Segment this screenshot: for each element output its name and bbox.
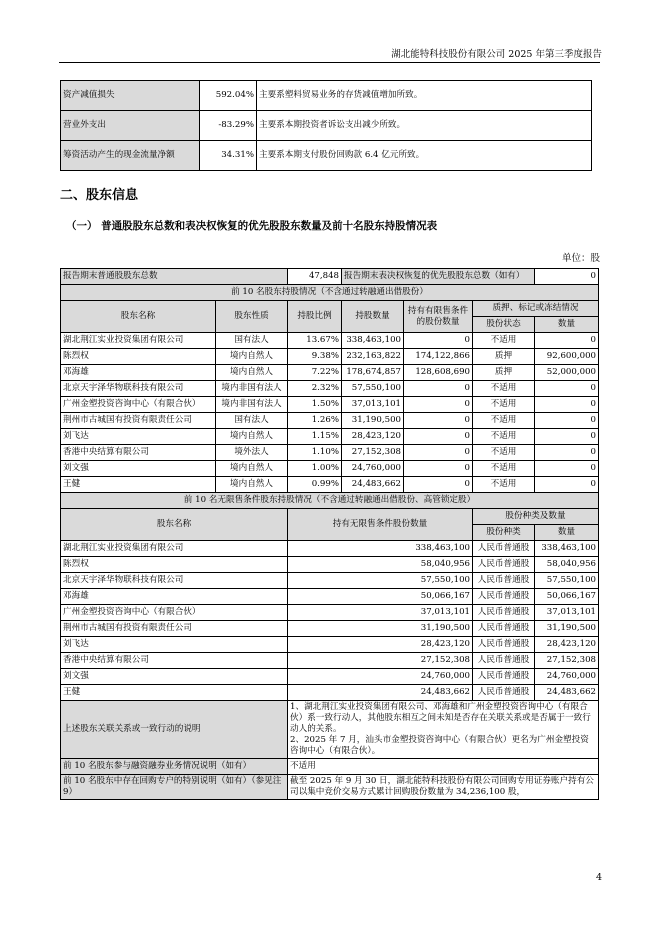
unrestricted-row: [61, 653, 599, 669]
holder-name: 广州金塑投资咨询中心（有限合伙）: [61, 397, 216, 413]
change-pct: 34.31%: [200, 141, 257, 171]
subsection-title: （一） 普通股股东总数和表决权恢复的优先股股东数量及前十名股东持股情况表: [66, 220, 438, 232]
holder-quantity: 37,013,101: [342, 397, 404, 413]
holder-name: 刘飞达: [61, 429, 216, 445]
holder-nature: 国有法人: [216, 413, 288, 429]
holder-ratio: 7.22%: [288, 365, 342, 381]
holder-ratio: 9.38%: [288, 349, 342, 365]
unrestricted-count: 50,066,167: [535, 589, 599, 605]
unrestricted-count: 24,483,662: [535, 685, 599, 701]
unrestricted-name: 广州金塑投资咨询中心（有限合伙）: [61, 605, 288, 621]
unrestricted-name: 香港中央结算有限公司: [61, 653, 288, 669]
unrestricted-count: 27,152,308: [535, 653, 599, 669]
change-row: [61, 141, 592, 171]
header-quantity: 持股数量: [342, 301, 404, 333]
holder-restricted: 0: [404, 413, 473, 429]
holder-quantity: 338,463,100: [342, 333, 404, 349]
unrestricted-type: 人民币普通股: [473, 653, 535, 669]
unrestricted-count: 28,423,120: [535, 637, 599, 653]
unrestricted-name: 陈烈权: [61, 557, 288, 573]
change-reason: 主要系塑料贸易业务的存货减值增加所致。: [257, 81, 592, 111]
preferred-holders-label: 报告期末表决权恢复的优先股股东总数（如有）: [342, 269, 535, 285]
holder-nature: 境内非国有法人: [216, 397, 288, 413]
change-reason: 主要系本期投资者诉讼支出减少所致。: [257, 111, 592, 141]
holder-row: [61, 365, 599, 381]
holder-pledge-count: 0: [535, 333, 599, 349]
holder-nature: 境外法人: [216, 445, 288, 461]
holder-quantity: 24,483,662: [342, 477, 404, 493]
holder-pledge-status: 质押: [473, 365, 535, 381]
unrestricted-count: 338,463,100: [535, 541, 599, 557]
holder-restricted: 0: [404, 333, 473, 349]
header-status: 股份状态: [473, 317, 535, 333]
unrestricted-type: 人民币普通股: [473, 669, 535, 685]
unrestricted-name: 邓海雄: [61, 589, 288, 605]
holder-name: 荆州市古城国有投资有限责任公司: [61, 413, 216, 429]
summary-row: [61, 269, 599, 285]
holder-quantity: 27,152,308: [342, 445, 404, 461]
holder-quantity: 24,760,000: [342, 461, 404, 477]
unrestricted-row: [61, 621, 599, 637]
holder-quantity: 178,674,857: [342, 365, 404, 381]
change-pct: 592.04%: [200, 81, 257, 111]
holder-name: 北京天宇泽华物联科技有限公司: [61, 381, 216, 397]
holder-pledge-count: 0: [535, 397, 599, 413]
unrestricted-row: [61, 685, 599, 701]
holder-quantity: 232,163,822: [342, 349, 404, 365]
holder-pledge-status: 不适用: [473, 461, 535, 477]
total-holders-value: 47,848: [288, 269, 342, 285]
unrestricted-quantity: 24,760,000: [288, 669, 473, 685]
holder-row: [61, 333, 599, 349]
unrestricted-header-count: 数量: [535, 525, 599, 541]
unrestricted-count: 31,190,500: [535, 621, 599, 637]
holder-pledge-count: 52,000,000: [535, 365, 599, 381]
holder-ratio: 1.10%: [288, 445, 342, 461]
holder-pledge-count: 0: [535, 445, 599, 461]
unrestricted-quantity: 24,483,662: [288, 685, 473, 701]
holder-restricted: 0: [404, 429, 473, 445]
holder-name: 香港中央结算有限公司: [61, 445, 216, 461]
holder-pledge-status: 不适用: [473, 445, 535, 461]
holder-row: [61, 397, 599, 413]
change-item: 营业外支出: [61, 111, 200, 141]
holder-restricted: 0: [404, 381, 473, 397]
holder-nature: 国有法人: [216, 333, 288, 349]
shareholder-table: [60, 268, 599, 800]
unrestricted-title: 前 10 名无限售条件股东持股情况（不含通过转融通出借股份、高管锁定股）: [61, 493, 599, 509]
unrestricted-type: 人民币普通股: [473, 541, 535, 557]
holder-pledge-status: 不适用: [473, 477, 535, 493]
holder-name: 邓海雄: [61, 365, 216, 381]
unrestricted-quantity: 31,190,500: [288, 621, 473, 637]
unrestricted-type: 人民币普通股: [473, 685, 535, 701]
unrestricted-row: [61, 573, 599, 589]
holder-ratio: 1.15%: [288, 429, 342, 445]
holder-quantity: 28,423,120: [342, 429, 404, 445]
holder-ratio: 1.26%: [288, 413, 342, 429]
holder-pledge-count: 0: [535, 381, 599, 397]
header-nature: 股东性质: [216, 301, 288, 333]
header-ratio: 持股比例: [288, 301, 342, 333]
unrestricted-count: 57,550,100: [535, 573, 599, 589]
holder-pledge-count: 0: [535, 429, 599, 445]
note-label: 上述股东关联关系或一致行动的说明: [61, 701, 288, 759]
unrestricted-quantity: 50,066,167: [288, 589, 473, 605]
unrestricted-quantity: 338,463,100: [288, 541, 473, 557]
holder-quantity: 57,550,100: [342, 381, 404, 397]
holder-row: [61, 349, 599, 365]
change-row: [61, 81, 592, 111]
note-label: 前 10 名股东参与融资融券业务情况说明（如有）: [61, 759, 288, 775]
holder-nature: 境内自然人: [216, 365, 288, 381]
change-pct: -83.29%: [200, 111, 257, 141]
change-item: 筹资活动产生的现金流量净额: [61, 141, 200, 171]
holder-row: [61, 381, 599, 397]
holder-pledge-status: 不适用: [473, 413, 535, 429]
top10-title: 前 10 名股东持股情况（不含通过转融通出借股份）: [61, 285, 599, 301]
unrestricted-name: 王健: [61, 685, 288, 701]
holder-nature: 境内自然人: [216, 477, 288, 493]
note-row: [61, 775, 599, 800]
header-name: 股东名称: [61, 301, 216, 333]
unrestricted-quantity: 28,423,120: [288, 637, 473, 653]
holder-row: [61, 477, 599, 493]
unrestricted-row: [61, 637, 599, 653]
unrestricted-count: 24,760,000: [535, 669, 599, 685]
holder-ratio: 1.50%: [288, 397, 342, 413]
unrestricted-row: [61, 589, 599, 605]
holder-nature: 境内自然人: [216, 349, 288, 365]
holder-name: 刘文强: [61, 461, 216, 477]
unrestricted-count: 58,040,956: [535, 557, 599, 573]
unrestricted-type: 人民币普通股: [473, 589, 535, 605]
holder-pledge-status: 不适用: [473, 333, 535, 349]
holder-pledge-status: 不适用: [473, 429, 535, 445]
note-text: 1、湖北荆江实业投资集团有限公司、邓海雄和广州金塑投资咨询中心（有限合伙）系一致行动人，其他股东相互之间未知是否存在关联关系或是否属于一致行动人的关系。 2、2025 年 7 月，汕头市金塑投资咨询中心（有限合伙）更名为广州金塑投资咨询中心（有限合伙）。: [288, 701, 599, 759]
holder-row: [61, 445, 599, 461]
change-item: 资产减值损失: [61, 81, 200, 111]
total-holders-label: 报告期末普通股股东总数: [61, 269, 288, 285]
holder-restricted: 128,608,690: [404, 365, 473, 381]
unrestricted-name: 刘文强: [61, 669, 288, 685]
note-row: [61, 759, 599, 775]
unrestricted-header-type: 股份种类: [473, 525, 535, 541]
unrestricted-type: 人民币普通股: [473, 573, 535, 589]
holder-restricted: 0: [404, 477, 473, 493]
unit-label: 单位：股: [561, 253, 600, 264]
note-label: 前 10 名股东中存在回购专户的特别说明（如有）（参见注 9）: [61, 775, 288, 800]
holder-nature: 境内自然人: [216, 429, 288, 445]
note-text: 不适用: [288, 759, 599, 775]
page-number: 4: [595, 872, 602, 883]
holder-pledge-count: 0: [535, 477, 599, 493]
unrestricted-quantity: 57,550,100: [288, 573, 473, 589]
note-row: [61, 701, 599, 759]
holder-name: 王健: [61, 477, 216, 493]
holder-ratio: 1.00%: [288, 461, 342, 477]
holder-ratio: 2.32%: [288, 381, 342, 397]
holder-nature: 境内非国有法人: [216, 381, 288, 397]
header-restricted: 持有有限售条件的股份数量: [404, 301, 473, 333]
header-count: 数量: [535, 317, 599, 333]
holder-restricted: 0: [404, 445, 473, 461]
holder-ratio: 0.99%: [288, 477, 342, 493]
holder-pledge-status: 不适用: [473, 397, 535, 413]
header-rule: [59, 62, 600, 63]
holder-pledge-count: 92,600,000: [535, 349, 599, 365]
holder-name: 陈烈权: [61, 349, 216, 365]
change-reason: 主要系本期支付股份回购款 6.4 亿元所致。: [257, 141, 592, 171]
holder-pledge-count: 0: [535, 461, 599, 477]
unrestricted-quantity: 27,152,308: [288, 653, 473, 669]
unrestricted-type: 人民币普通股: [473, 637, 535, 653]
unrestricted-header-type-group: 股份种类及数量: [473, 509, 599, 525]
note-text: 截至 2025 年 9 月 30 日，湖北能特科技股份有限公司回购专用证券账户持有公司以集中竞价交易方式累计回购股份数量为 34,236,100 股，: [288, 775, 599, 800]
unrestricted-row: [61, 541, 599, 557]
unrestricted-type: 人民币普通股: [473, 621, 535, 637]
holder-restricted: 174,122,866: [404, 349, 473, 365]
holder-pledge-status: 质押: [473, 349, 535, 365]
unrestricted-name: 荆州市古城国有投资有限责任公司: [61, 621, 288, 637]
holder-quantity: 31,190,500: [342, 413, 404, 429]
holder-ratio: 13.67%: [288, 333, 342, 349]
holder-pledge-status: 不适用: [473, 381, 535, 397]
holder-row: [61, 429, 599, 445]
unrestricted-row: [61, 605, 599, 621]
holder-nature: 境内自然人: [216, 461, 288, 477]
unrestricted-row: [61, 669, 599, 685]
holder-name: 湖北荆江实业投资集团有限公司: [61, 333, 216, 349]
change-row: [61, 111, 592, 141]
unrestricted-header-quantity: 持有无限售条件股份数量: [288, 509, 473, 541]
unrestricted-count: 37,013,101: [535, 605, 599, 621]
section-title: 二、股东信息: [60, 188, 139, 203]
unrestricted-row: [61, 557, 599, 573]
change-reason-table: [60, 80, 592, 171]
unrestricted-header-name: 股东名称: [61, 509, 288, 541]
unrestricted-quantity: 58,040,956: [288, 557, 473, 573]
holder-restricted: 0: [404, 397, 473, 413]
preferred-holders-value: 0: [535, 269, 599, 285]
holder-row: [61, 461, 599, 477]
unrestricted-name: 刘飞达: [61, 637, 288, 653]
holder-pledge-count: 0: [535, 413, 599, 429]
unrestricted-type: 人民币普通股: [473, 557, 535, 573]
unrestricted-name: 湖北荆江实业投资集团有限公司: [61, 541, 288, 557]
holder-row: [61, 413, 599, 429]
unrestricted-quantity: 37,013,101: [288, 605, 473, 621]
unrestricted-name: 北京天宇泽华物联科技有限公司: [61, 573, 288, 589]
page-header: 湖北能特科技股份有限公司 2025 年第三季度报告: [391, 49, 602, 60]
header-pledge: 质押、标记或冻结情况: [473, 301, 599, 317]
unrestricted-type: 人民币普通股: [473, 605, 535, 621]
holder-restricted: 0: [404, 461, 473, 477]
